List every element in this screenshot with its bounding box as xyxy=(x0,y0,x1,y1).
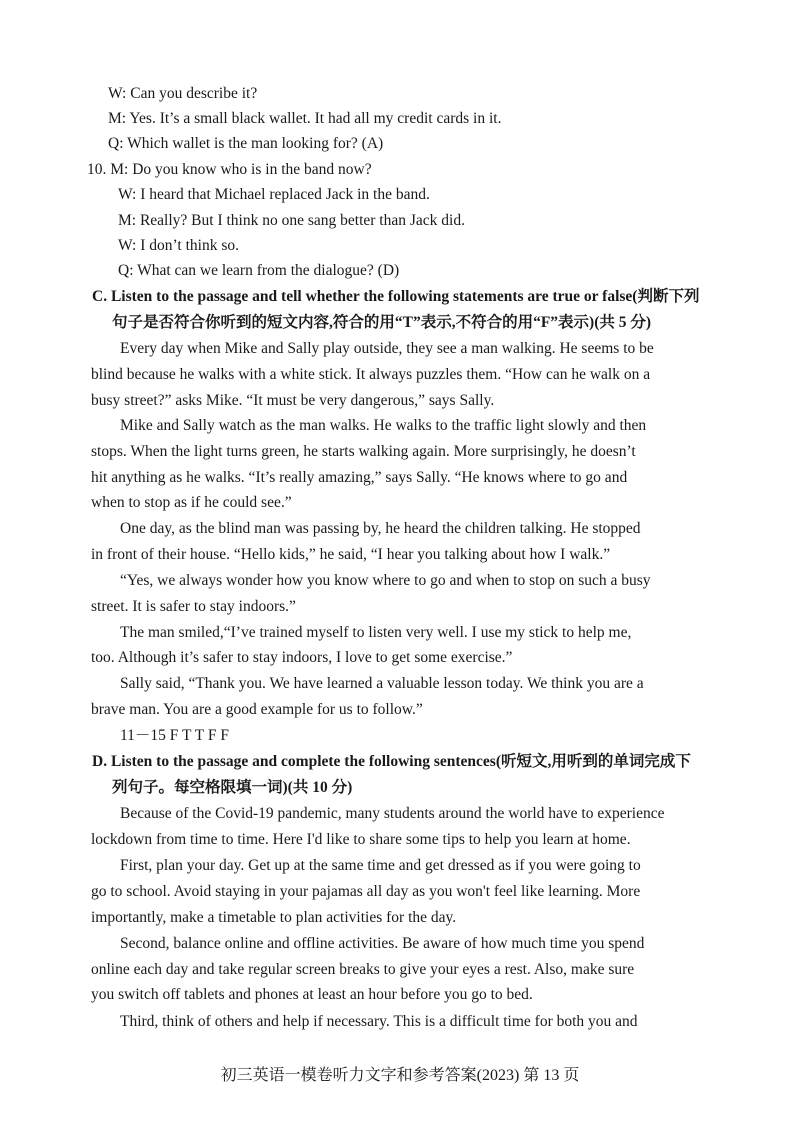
section-d-title: D. Listen to the passage and complete the following sentences(听短文,用听到的单词完成下 xyxy=(92,753,691,770)
section-c-title-cont: 句子是否符合你听到的短文内容,符合的用“T”表示,不符合的用“F”表示)(共 5 分) xyxy=(112,314,652,331)
dialogue-question: Q: What can we learn from the dialogue? (D) xyxy=(118,262,400,279)
passage-line: Because of the Covid-19 pandemic, many students around the world have to experience xyxy=(120,805,665,822)
passage-line: brave man. You are a good example for us to follow.” xyxy=(91,701,423,718)
dialogue-line: W: I heard that Michael replaced Jack in the band. xyxy=(118,186,430,203)
passage-line: Mike and Sally watch as the man walks. He walks to the traffic light slowly and then xyxy=(120,417,647,434)
passage-line: go to school. Avoid staying in your pajamas all day as you won't feel like learning. More xyxy=(91,883,641,900)
passage-line: The man smiled,“I’ve trained myself to listen very well. I use my stick to help me, xyxy=(120,624,632,641)
passage-line: Sally said, “Thank you. We have learned a valuable lesson today. We think you are a xyxy=(120,675,644,692)
passage-line: One day, as the blind man was passing by, he heard the children talking. He stopped xyxy=(120,520,641,537)
dialogue-question: Q: Which wallet is the man looking for? (A) xyxy=(108,135,384,152)
passage-line: importantly, make a timetable to plan activities for the day. xyxy=(91,909,457,926)
dialogue-10-first-line: 10. M: Do you know who is in the band now? xyxy=(87,161,372,178)
passage-line: First, plan your day. Get up at the same time and get dressed as if you were going to xyxy=(120,857,641,874)
passage-line: too. Although it’s safer to stay indoors, I love to get some exercise.” xyxy=(91,649,513,666)
section-d-title-cont: 列句子。每空格限填一词)(共 10 分) xyxy=(112,779,353,796)
passage-line: Every day when Mike and Sally play outside, they see a man walking. He seems to be xyxy=(120,340,654,357)
passage-line: lockdown from time to time. Here I'd like to share some tips to help you learn at home. xyxy=(91,831,631,848)
passage-line: when to stop as if he could see.” xyxy=(91,494,292,511)
dialogue-line: W: Can you describe it? xyxy=(108,85,258,102)
passage-line: busy street?” asks Mike. “It must be very dangerous,” says Sally. xyxy=(91,392,495,409)
passage-line: you switch off tablets and phones at least an hour before you go to bed. xyxy=(91,986,533,1003)
answer-key: 11－15 F T T F F xyxy=(120,727,229,744)
passage-line: blind because he walks with a white stick. It always puzzles them. “How can he walk on a xyxy=(91,366,651,383)
page-footer: 初三英语一模卷听力文字和参考答案(2023) 第 13 页 xyxy=(220,1067,580,1084)
passage-line: in front of their house. “Hello kids,” he said, “I hear you talking about how I walk.” xyxy=(91,546,611,563)
passage-line: street. It is safer to stay indoors.” xyxy=(91,598,296,615)
passage-line: Second, balance online and offline activities. Be aware of how much time you spend xyxy=(120,935,645,952)
passage-line: “Yes, we always wonder how you know where to go and when to stop on such a busy xyxy=(120,572,651,589)
dialogue-line: W: I don’t think so. xyxy=(118,237,239,254)
passage-line: stops. When the light turns green, he starts walking again. More surprisingly, he doesn’t xyxy=(91,443,636,460)
passage-line: online each day and take regular screen breaks to give your eyes a rest. Also, make sure xyxy=(91,961,635,978)
dialogue-line: M: Yes. It’s a small black wallet. It had all my credit cards in it. xyxy=(108,110,502,127)
passage-line: hit anything as he walks. “It’s really amazing,” says Sally. “He knows where to go and xyxy=(91,469,628,486)
dialogue-line: M: Really? But I think no one sang better than Jack did. xyxy=(118,212,465,229)
section-c-title: C. Listen to the passage and tell whether the following statements are true or false(判断下列 xyxy=(92,288,700,305)
passage-line: Third, think of others and help if necessary. This is a difficult time for both you and xyxy=(120,1013,638,1030)
